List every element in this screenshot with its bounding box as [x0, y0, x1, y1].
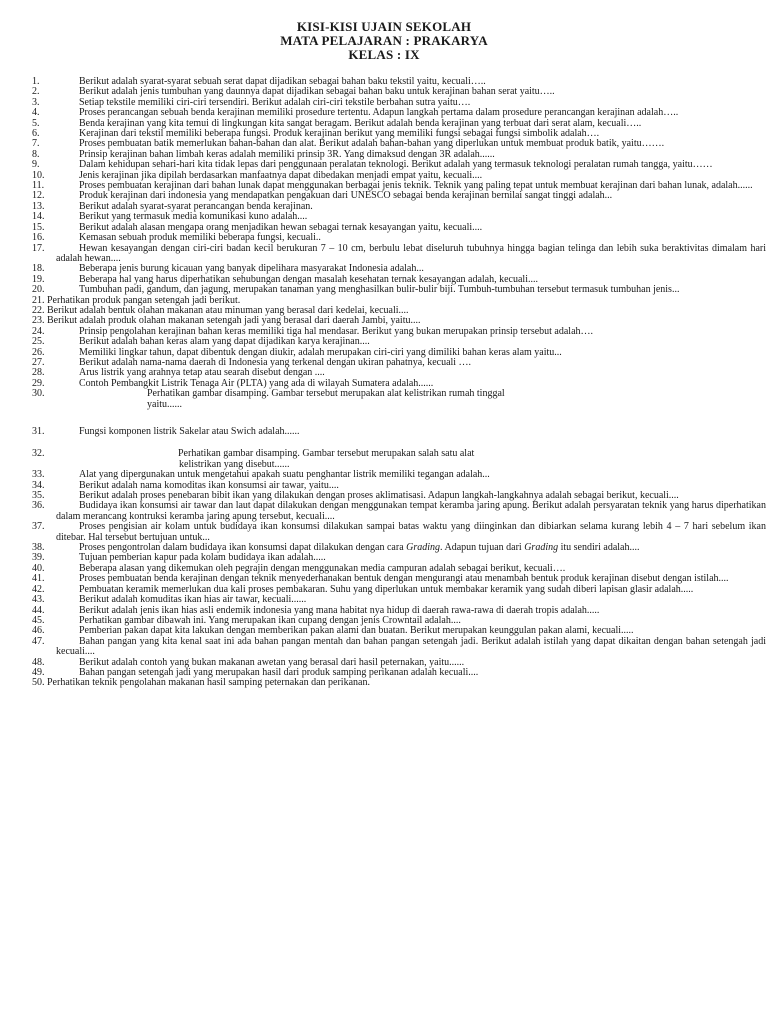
header-title: KISI-KISI UJAIN SEKOLAH: [296, 19, 472, 34]
question-number: 23.: [32, 315, 45, 327]
question-text: Berikut adalah produk olahan makanan setengah jadi yang berasal dari daerah Jambi, yaitu....: [44, 315, 421, 327]
question-text-continued: kelistrikan yang disebut......: [179, 458, 290, 470]
question-number: 40.: [32, 562, 45, 574]
question-number: 25.: [32, 336, 45, 348]
question-number: 12.: [32, 190, 45, 202]
question-number: 19.: [32, 273, 45, 285]
question-text: Perhatikan produk pangan setengah jadi berikut.: [44, 294, 241, 306]
question-text: Berikut adalah syarat-syarat perancangan benda kerajinan.: [79, 200, 313, 212]
question-text: Pembuatan keramik memerlukan dua kali proses pembakaran. Suhu yang diperlukan untuk membakar keramik yang sudah diberi lapisan glasir adalah.....: [79, 583, 694, 595]
question-number: 30.: [32, 388, 45, 400]
question-text: Pemberian pakan dapat kita lakukan dengan memberikan pakan alami dan buatan. Berikut merupakan keunggulan pakan alami, kecuali.....: [79, 625, 634, 637]
question-number: 39.: [32, 552, 45, 564]
question-text: Berikut adalah alasan mengapa orang menjadikan hewan sebagai ternak kesayangan yaitu, kecuali....: [79, 221, 483, 233]
question-text: Prinsip pengolahan kerajinan bahan keras memiliki tiga hal mendasar. Berikut yang bukan merupakan prinsip tersebut adalah….: [79, 325, 594, 337]
question-text: Proses pembuatan batik memerlukan bahan-bahan dan alat. Berikut adalah bahan-bahan yang diperlukan untuk membuat produk batik, yaitu…….: [79, 138, 665, 150]
question-number: 13.: [32, 200, 45, 212]
question-number: 14.: [32, 211, 45, 223]
question-number: 11.: [32, 180, 45, 192]
question-text: Tujuan pemberian kapur pada kolam budidaya ikan adalah.....: [79, 552, 326, 564]
question-item: [24, 637, 766, 658]
question-text: Perhatikan gambar disamping. Gambar tersebut merupakan alat kelistrikan rumah tinggal: [147, 388, 505, 400]
question-text: Proses pengisian air kolam untuk budidaya ikan konsumsi dilakukan sampai batas waktu yang diinginkan dan dibiarkan selama kurang lebih 4 – 7 hari sebelum ikan ditebar. Hal tersebut bertujuan untuk...: [56, 521, 766, 543]
question-number: 43.: [32, 594, 45, 606]
question-text: Kemasan sebuah produk memiliki beberapa fungsi, kecuali..: [79, 232, 321, 244]
question-number: 34.: [32, 479, 45, 491]
question-text: Proses pembuatan kerajinan dari bahan lunak dapat menggunakan berbagai jenis teknik. Teknik yang paling tepat untuk membuat kerajinan dari bahan lunak, adalah......: [79, 180, 753, 192]
question-number: 24.: [32, 325, 45, 337]
question-text-continued: yaitu......: [147, 398, 182, 410]
question-text: Beberapa alasan yang dikemukan oleh pegrajin dengan menggunakan media campuran adalah sebagai berikut, kecuali….: [79, 562, 566, 574]
question-text: Prinsip kerajinan bahan limbah keras adalah memiliki prinsip 3R. Yang dimaksud dengan 3R adalah......: [79, 148, 495, 160]
header-subject: MATA PELAJARAN : PRAKARYA: [280, 33, 488, 48]
question-number: 42.: [32, 583, 45, 595]
question-text: Berikut adalah bahan keras alam yang dapat dijadikan karya kerajinan....: [79, 336, 370, 348]
question-number: 49.: [32, 666, 45, 678]
question-text: Produk kerajinan dari indonesia yang mendapatkan pengakuan dari UNESCO sebagai benda kerajinan bernilai sangat tinggi adalah...: [79, 190, 613, 202]
question-number: 48.: [32, 656, 45, 668]
question-number: 8.: [32, 148, 40, 160]
question-text: Proses pembuatan benda kerajinan dengan teknik menyederhanakan bentuk dengan mengurangi atau menambah bentuk produk kerajinan disebut dengan istilah....: [79, 573, 729, 585]
question-item: [24, 449, 766, 470]
question-item: [24, 501, 766, 522]
question-text: Tumbuhan padi, gandum, dan jagung, merupakan tanaman yang menghasilkan bulir-bulir biji. Tumbuh-tumbuhan tersebut termasuk tumbuhan jenis...: [79, 284, 680, 296]
question-text: Berikut adalah jenis ikan hias asli endemik indonesia yang mana habitat nya hidup di daerah rawa-rawa di daerah tropis adalah.....: [79, 604, 600, 616]
question-number: 9.: [32, 159, 40, 171]
question-number: 27.: [32, 356, 45, 368]
question-text: Budidaya ikan konsumsi air tawar dan laut dapat dilakukan dengan menggunakan tempat keramba jaring apung. Berikut adalah persyaratan teknik yang harus diperhatikan dalam merancang kontruksi keramba jaring apung tersebut, kecuali....: [56, 500, 766, 522]
question-number: 5.: [32, 117, 40, 129]
question-number: 35.: [32, 490, 45, 502]
question-number: 7.: [32, 138, 40, 150]
question-item: [24, 337, 766, 347]
question-text: Memiliki lingkar tahun, dapat dibentuk dengan diukir, adalah merupakan ciri-ciri yang dimiliki bahan keras alam yaitu...: [79, 346, 562, 358]
question-text: Berikut adalah jenis tumbuhan yang daunnya dapat dijadikan sebagai bahan baku untuk kerajinan bahan serat yaitu…..: [79, 86, 555, 98]
question-number: 3.: [32, 96, 40, 108]
question-number: 6.: [32, 128, 40, 140]
question-number: 29.: [32, 377, 45, 389]
question-number: 36.: [32, 500, 45, 512]
question-item: [24, 244, 766, 265]
question-text: Arus listrik yang arahnya tetap atau searah disebut dengan ....: [79, 367, 325, 379]
question-text: Berikut adalah nama-nama daerah di Indonesia yang terkenal dengan ukiran pahatnya, kecuali ….: [79, 356, 472, 368]
question-number: 32.: [32, 448, 45, 460]
question-list: [24, 77, 766, 689]
question-text: Alat yang dipergunakan untuk mengetahui apakah suatu penghantar listrik memiliki tegangan adalah...: [79, 469, 490, 481]
question-text: Berikut yang termasuk media komunikasi kuno adalah....: [79, 211, 308, 223]
spacer: [24, 410, 766, 427]
question-text: Proses pengontrolan dalam budidaya ikan konsumsi dapat dilakukan dengan cara Grading. Adapun tujuan dari Grading itu sendiri adalah....: [79, 542, 640, 554]
question-text: Beberapa jenis burung kicauan yang banyak dipelihara masyarakat Indonesia adalah...: [79, 263, 424, 275]
question-text: Bahan pangan setengah jadi yang merupakan hasil dari produk samping perikanan adalah kecuali....: [79, 666, 479, 678]
question-number: 4.: [32, 107, 40, 119]
question-item: [24, 678, 766, 688]
document-header: [0, 20, 768, 62]
question-text: Fungsi komponen listrik Sakelar atau Swich adalah......: [79, 426, 300, 437]
question-number: 46.: [32, 625, 45, 637]
header-class: KELAS : IX: [348, 47, 420, 62]
question-number: 41.: [32, 573, 45, 585]
question-item: [24, 389, 766, 410]
question-number: 15.: [32, 221, 45, 233]
question-number: 21.: [32, 294, 45, 306]
question-text: Hewan kesayangan dengan ciri-ciri badan kecil berukuran 7 – 10 cm, berbulu lebat diseluruh tubuhnya hingga bagian telinga dan lebih suka beraktivitas dimalam hari adalah hewan....: [56, 242, 766, 264]
question-number: 38.: [32, 542, 45, 554]
question-text: Proses perancangan sebuah benda kerajinan memiliki prosedure tertentu. Adapun langkah pertama dalam prosedure perancangan kerajinan adalah…..: [79, 107, 679, 119]
question-item: [24, 427, 766, 437]
question-text: Contoh Pembangkit Listrik Tenaga Air (PLTA) yang ada di wilayah Sumatera adalah......: [79, 377, 434, 389]
question-text: Benda kerajinan yang kita temui di lingkungan kita sangat beragam. Berikut adalah benda kerajinan yang terbuat dari serat alam, kecuali…..: [79, 117, 642, 129]
question-number: 31.: [32, 426, 45, 437]
question-text: Setiap tekstile memiliki ciri-ciri tersendiri. Berikut adalah ciri-ciri tekstile berbahan sutra yaitu….: [79, 96, 471, 108]
question-number: 37.: [32, 521, 45, 533]
question-text: Berikut adalah syarat-syarat sebuah serat dapat dijadikan sebagai bahan baku tekstil yaitu, kecuali…..: [79, 76, 486, 87]
question-number: 18.: [32, 263, 45, 275]
question-text: Berikut adalah komuditas ikan hias air tawar, kecuali......: [79, 594, 307, 606]
question-text: Berikut adalah bentuk olahan makanan atau minuman yang berasal dari kedelai, kecuali....: [44, 304, 409, 316]
question-text: Beberapa hal yang harus diperhatikan sehubungan dengan masalah kesehatan ternak kesayangan adalah, kecuali....: [79, 273, 538, 285]
question-number: 20.: [32, 284, 45, 296]
question-number: 16.: [32, 232, 45, 244]
question-number: 44.: [32, 604, 45, 616]
question-number: 2.: [32, 86, 40, 98]
question-number: 45.: [32, 614, 45, 626]
question-number: 26.: [32, 346, 45, 358]
question-text: Berikut adalah proses penebaran bibit ikan yang dilakukan dengan proses aklimatisasi. Adapun langkah-langkahnya adalah sebagai berikut, kecuali....: [79, 490, 679, 502]
question-item: [24, 233, 766, 243]
question-number: 22.: [32, 304, 45, 316]
question-text: Kerajinan dari tekstil memiliki beberapa fungsi. Produk kerajinan berikut yang memiliki fungsi sebagai fungsi simbolik adalah….: [79, 128, 600, 140]
question-number: 10.: [32, 169, 45, 181]
question-number: 47.: [32, 635, 45, 647]
question-text: Bahan pangan yang kita kenal saat ini ada bahan pangan mentah dan bahan pangan setengah jadi. Berikut adalah istilah yang dapat dikaitan dengan bahan setengah jadi kecuali....: [56, 635, 766, 658]
question-text: Perhatikan teknik pengolahan makanan hasil samping peternakan dan perikanan.: [44, 677, 370, 689]
question-number: 17.: [32, 242, 45, 254]
question-number: 28.: [32, 367, 45, 379]
question-text: Perhatikan gambar dibawah ini. Yang merupakan ikan cupang dengan jenis Crowntail adalah....: [79, 614, 461, 626]
question-number: 33.: [32, 469, 45, 481]
question-text: Berikut adalah nama komoditas ikan konsumsi air tawar, yaitu....: [79, 479, 339, 491]
question-number: 50.: [32, 677, 45, 689]
question-text: Jenis kerajinan jika dipilah berdasarkan manfaatnya dapat dibedakan menjadi empat yaitu, kecuali....: [79, 169, 483, 181]
question-text: Dalam kehidupan sehari-hari kita tidak lepas dari penggunaan peralatan teknologi. Berikut adalah yang termasuk teknologi peralatan rumah tangga, yaitu……: [79, 159, 713, 171]
question-text: Perhatikan gambar disamping. Gambar tersebut merupakan salah satu alat: [178, 448, 475, 460]
question-item: [24, 522, 766, 543]
question-item: [24, 595, 766, 605]
question-text: Berikut adalah contoh yang bukan makanan awetan yang berasal dari hasil peternakan, yaitu......: [79, 656, 465, 668]
question-number: 1.: [32, 76, 40, 87]
